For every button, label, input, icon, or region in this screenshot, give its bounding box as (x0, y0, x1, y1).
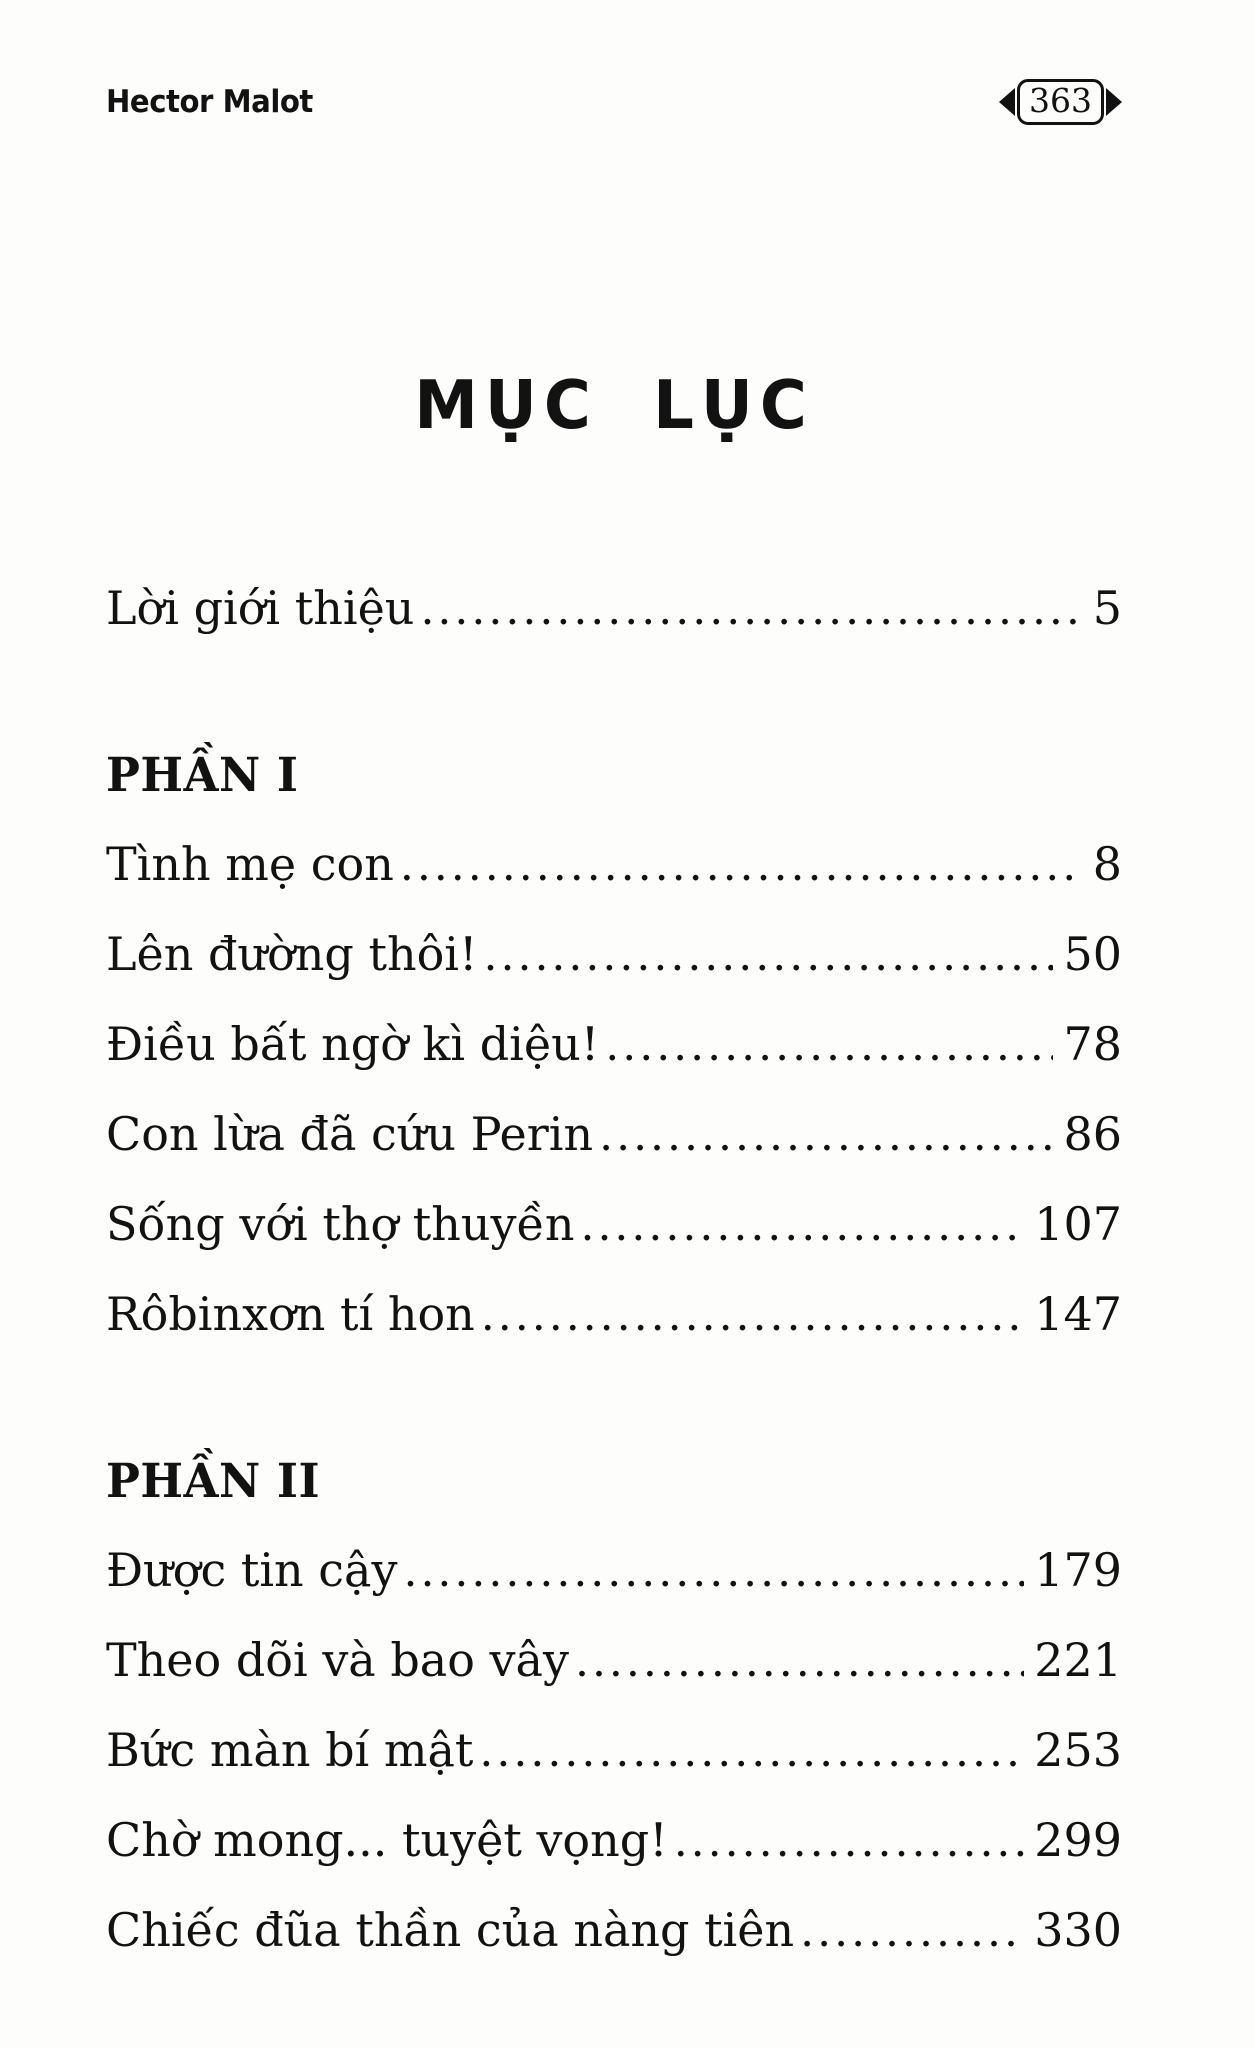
toc-entry-page: 221 (1034, 1633, 1122, 1687)
toc-entry (106, 1196, 1122, 1254)
toc-entry-page: 299 (1034, 1813, 1122, 1867)
toc-entry-page: 147 (1034, 1287, 1122, 1341)
right-arrow-icon (1106, 88, 1122, 116)
toc-entry-page: 330 (1034, 1903, 1122, 1957)
toc-entry (106, 1812, 1122, 1870)
section-heading-part-1: PHẦN I (106, 748, 299, 803)
toc-entry-label: Điều bất ngờ kì diệu! (106, 1017, 600, 1071)
toc-entry-page: 107 (1034, 1197, 1122, 1251)
toc-entry (106, 836, 1122, 894)
toc-entry (106, 1106, 1122, 1164)
toc-entry-label: Rôbinxơn tí hon (106, 1287, 475, 1341)
toc-entry (106, 1016, 1122, 1074)
left-arrow-icon (999, 88, 1015, 116)
dot-leader (800, 1902, 1024, 1960)
toc-entry (106, 1542, 1122, 1600)
toc-entry-label: Chờ mong... tuyệt vọng! (106, 1813, 668, 1867)
toc-entry (106, 1722, 1122, 1780)
dot-leader (605, 1016, 1053, 1074)
toc-entry (106, 580, 1122, 638)
dot-leader (479, 1722, 1024, 1780)
dot-leader (403, 1542, 1024, 1600)
toc-entry (106, 926, 1122, 984)
page-number-badge (999, 79, 1122, 125)
toc-entry (106, 1286, 1122, 1344)
toc-entry-label: Sống với thợ thuyền (106, 1197, 575, 1251)
toc-entry-page: 179 (1034, 1543, 1122, 1597)
table-of-contents (106, 580, 1122, 1960)
toc-entry-page: 8 (1092, 837, 1122, 891)
dot-leader (481, 1286, 1024, 1344)
toc-entry-label: Tình mẹ con (106, 837, 394, 891)
toc-entry-label: Theo dõi và bao vây (106, 1633, 569, 1687)
toc-entry-label: Được tin cậy (106, 1543, 398, 1597)
author-name: Hector Malot (106, 84, 313, 120)
dot-leader (599, 1106, 1053, 1164)
toc-entry-label: Chiếc đũa thần của nàng tiên (106, 1903, 795, 1957)
toc-entry-label: Con lừa đã cứu Perin (106, 1107, 594, 1161)
running-header (106, 76, 1122, 128)
toc-entry-label: Bức màn bí mật (106, 1723, 474, 1777)
section-heading-part-2: PHẦN II (106, 1454, 321, 1509)
toc-entry-page: 253 (1034, 1723, 1122, 1777)
page-title: MỤC LỤC (414, 367, 814, 445)
page-number: 363 (1017, 79, 1104, 125)
toc-entry-page: 5 (1092, 581, 1122, 635)
dot-leader (674, 1812, 1025, 1870)
dot-leader (483, 926, 1053, 984)
dot-leader (420, 580, 1082, 638)
toc-entry (106, 1902, 1122, 1960)
toc-entry (106, 1632, 1122, 1690)
dot-leader (575, 1632, 1024, 1690)
toc-entry-page: 86 (1063, 1107, 1122, 1161)
toc-entry-label: Lời giới thiệu (106, 581, 415, 635)
dot-leader (580, 1196, 1024, 1254)
toc-entry-page: 78 (1063, 1017, 1122, 1071)
toc-entry-page: 50 (1063, 927, 1122, 981)
dot-leader (400, 836, 1083, 894)
toc-entry-label: Lên đường thôi! (106, 927, 478, 981)
